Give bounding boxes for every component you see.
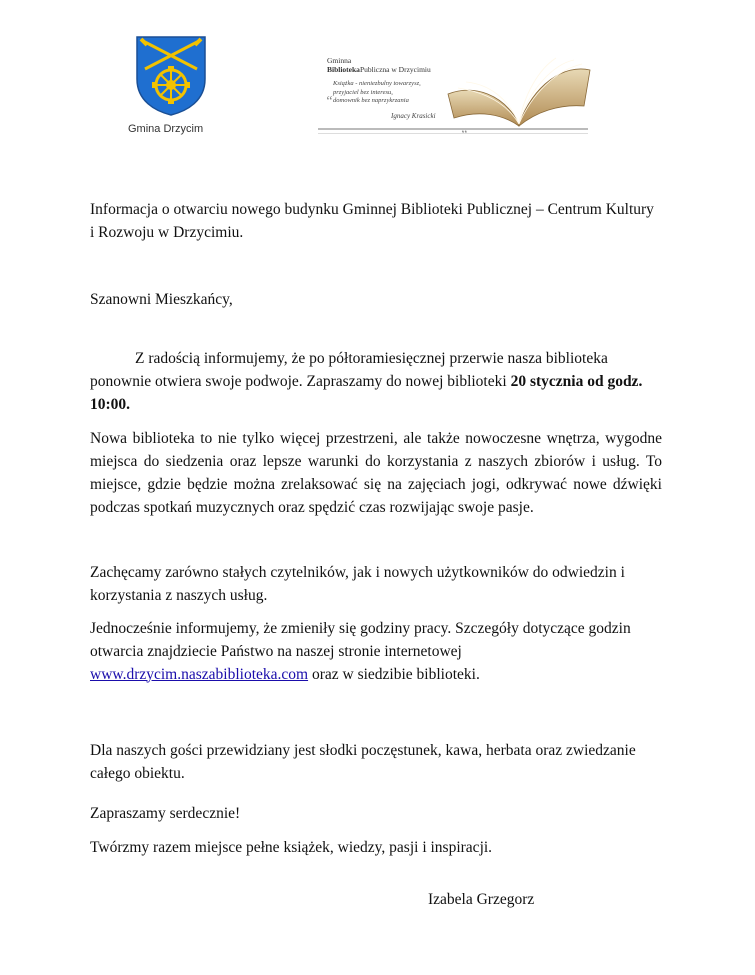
logo-rule [318, 128, 588, 130]
library-logo [316, 52, 598, 138]
paragraph-closing: Zapraszamy serdecznie! [90, 804, 241, 822]
open-book-icon [444, 54, 594, 130]
library-name-bold: Biblioteka [327, 65, 360, 74]
salutation: Szanowni Mieszkańcy, [90, 291, 233, 308]
paragraph-hours [90, 617, 662, 686]
paragraph-invitation: Zachęcamy zarówno stałych czytelników, jak i nowych użytkowników do odwiedzin i korzystania z naszych usług. [90, 563, 625, 604]
paragraph-description: Nowa biblioteka to nie tylko więcej przestrzeni, ale także nowoczesne wnętrza, wygodne miejsca do siedzenia oraz lepsze warunki do korzystania z naszych zbiorów i usług. To miejsce, gdzie będzie można zrelaksować się na zajęciach jogi, odkrywać nowe dźwięki podczas spotkań muzycznych oraz spędzić czas rozwijając swoje pasje. [90, 429, 662, 516]
opening-date: 20 stycznia od godz. 10:00. [90, 372, 643, 413]
paragraph-hours-text: Jednocześnie informujemy, że zmieniły się godziny pracy. Szczegóły dotyczące godzin otwarcia znajdziecie Państwo na naszej stronie internetowej [90, 619, 631, 660]
library-name-rest: Publiczna w Drzycimiu [359, 65, 431, 74]
paragraph-hours-after: oraz w siedzibie biblioteki. [308, 665, 480, 683]
website-link[interactable]: www.drzycim.naszabiblioteka.com [90, 665, 309, 683]
quote-line: Książka - nieniezbulny towarzysz, [333, 80, 421, 87]
signature: Izabela Grzegorz [428, 891, 535, 908]
letter-title: Informacja o otwarciu nowego budynku Gminnej Biblioteki Publicznej – Centrum Kultury i Rozwoju w Drzycimiu. [90, 201, 654, 241]
gmina-crest-logo [135, 35, 207, 117]
library-name-line1: Gminna [327, 56, 352, 65]
paragraph-opening [90, 347, 662, 416]
municipality-label: Gmina Drzycim [128, 123, 204, 135]
logo-rule-thin [318, 133, 588, 134]
paragraph-refreshments: Dla naszych gości przewidziany jest słodki poczęstunek, kawa, herbata oraz zwiedzanie całego obiektu. [90, 741, 636, 782]
quote-open-icon: “ [325, 94, 333, 109]
quote-line: domownik bez naprzykrzania [333, 97, 409, 104]
library-quote [325, 80, 453, 109]
paragraph-motto: Twórzmy razem miejsce pełne książek, wiedzy, pasji i inspiracji. [90, 838, 493, 856]
paragraph-opening-text: Z radością informujemy, że po półtoramiesięcznej przerwie nasza biblioteka ponownie otwiera swoje podwoje. Zapraszamy do nowej biblioteki [90, 349, 608, 390]
quote-signature: Ignacy Krasicki [391, 112, 436, 120]
quote-line: przyjaciel bez interesu, [333, 88, 393, 96]
